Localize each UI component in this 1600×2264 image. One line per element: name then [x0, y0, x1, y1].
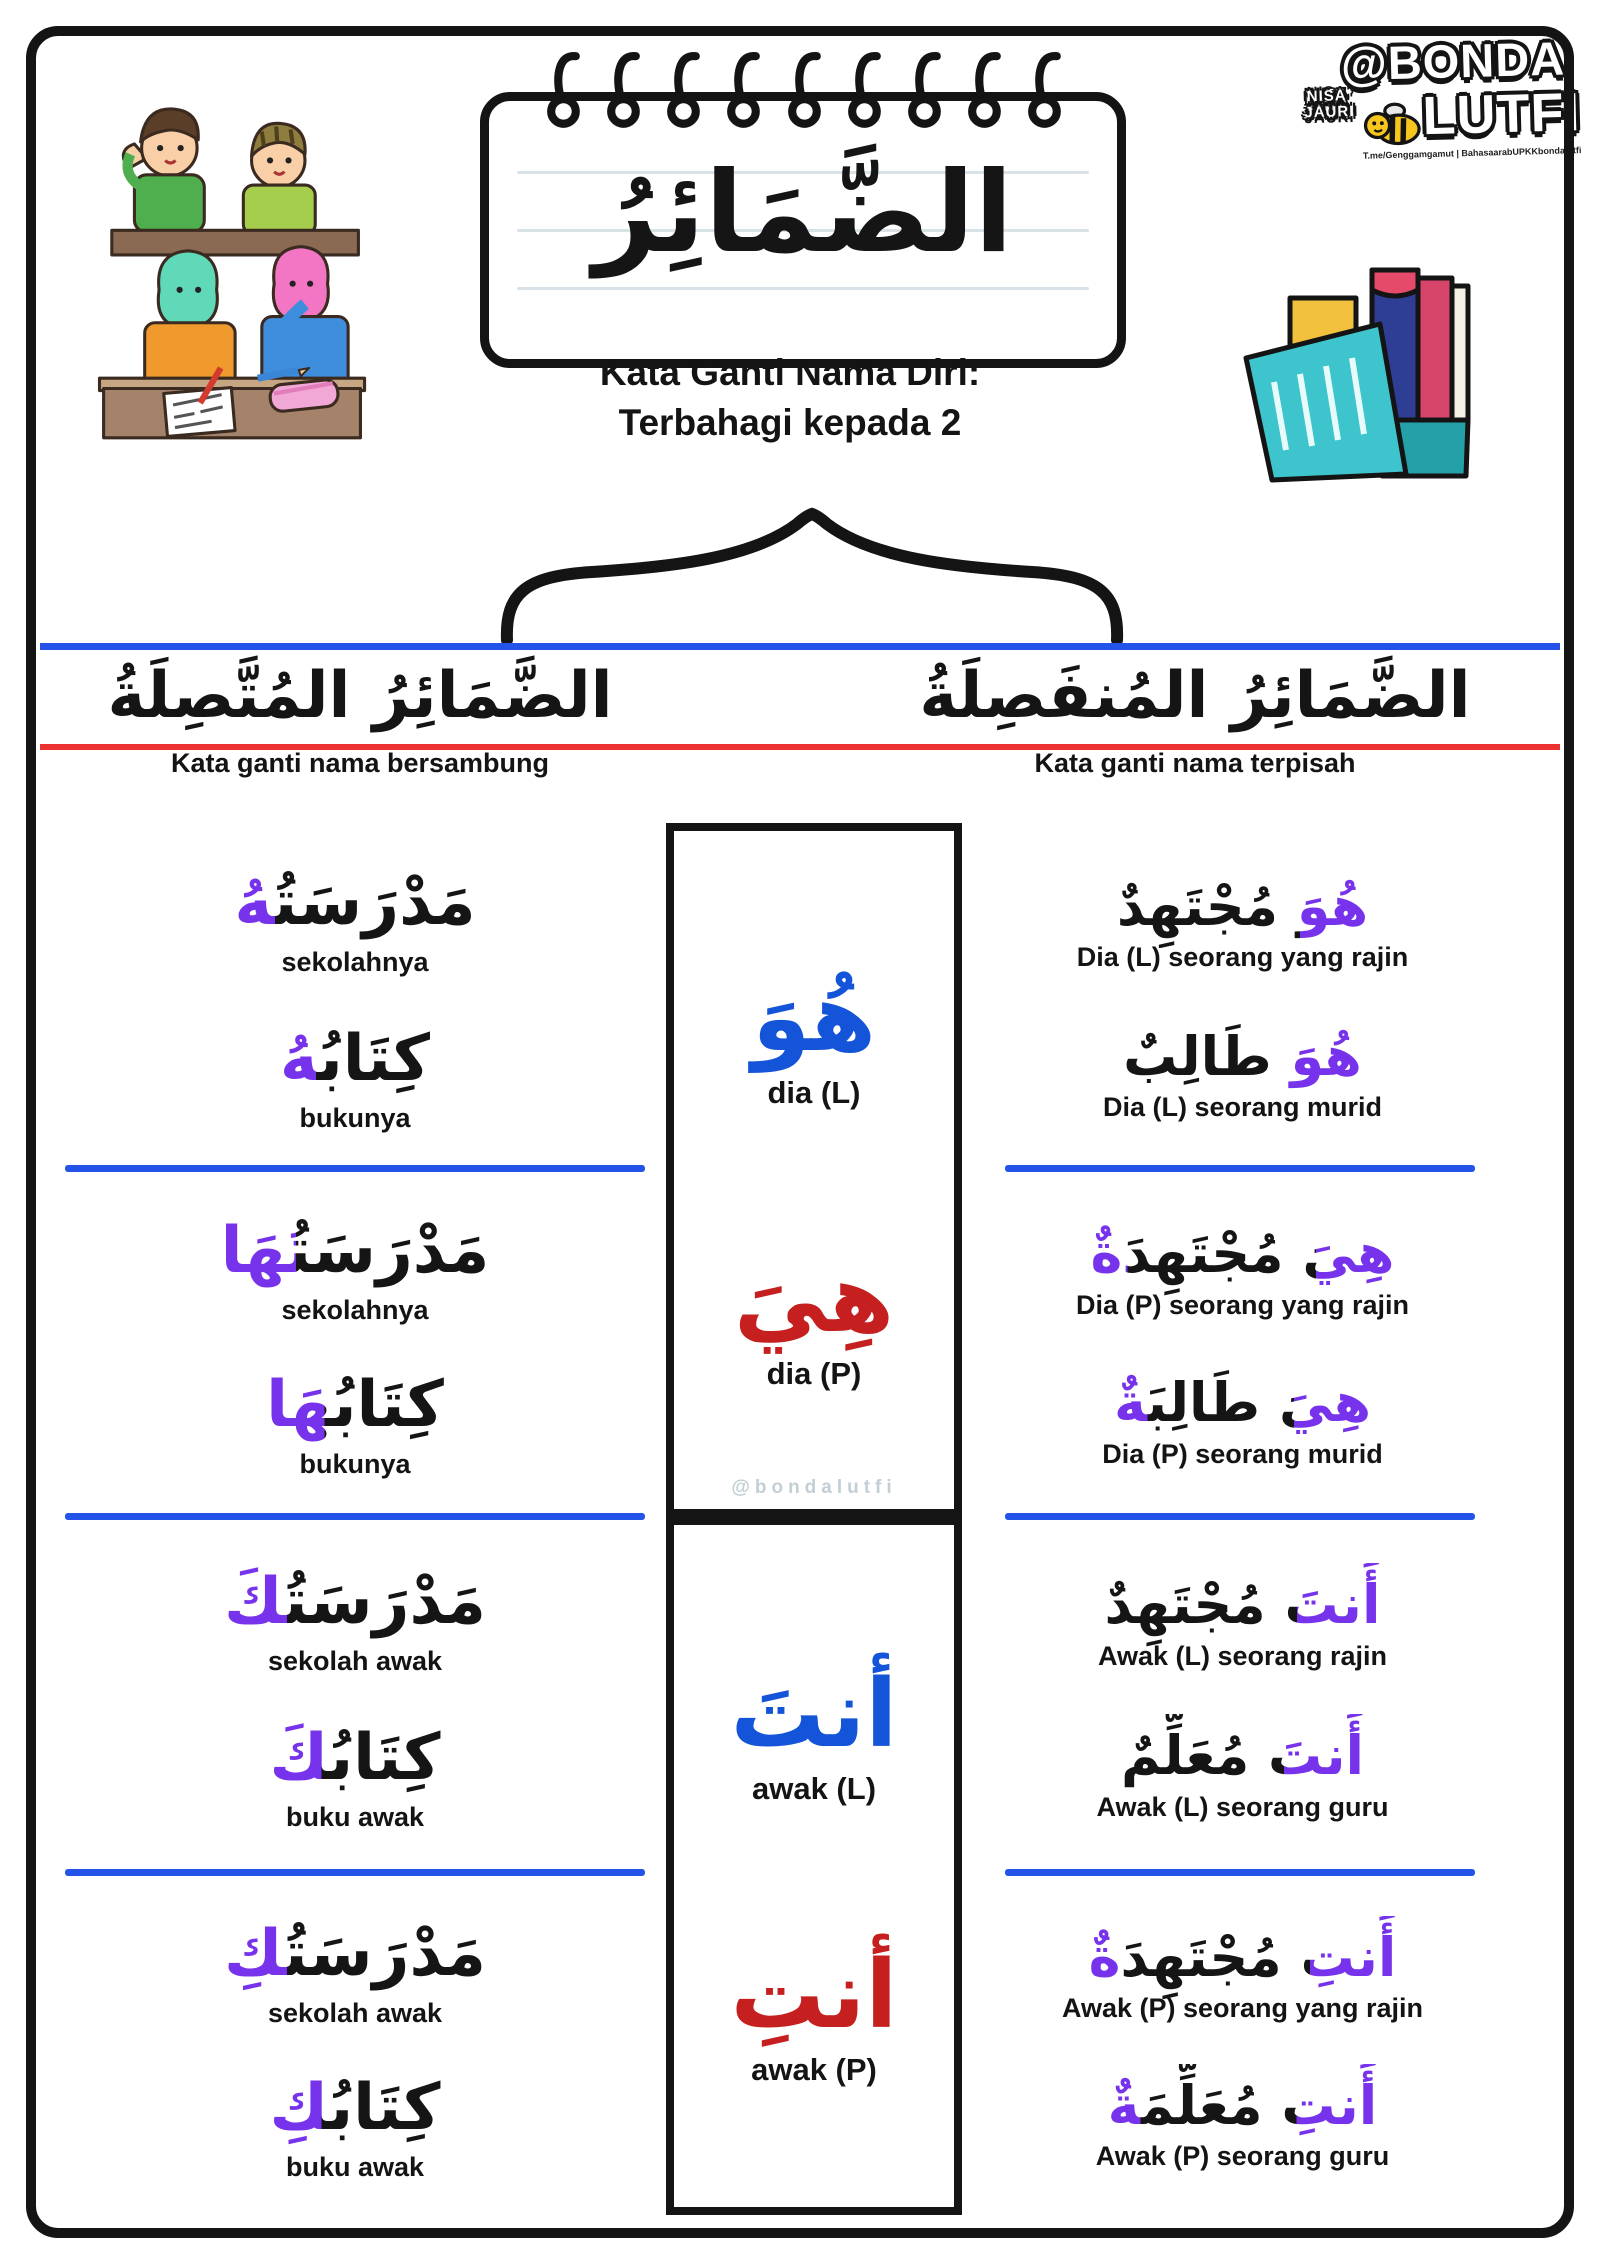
sentence-translation: Dia (P) seorang murid: [1102, 1438, 1383, 1469]
attached-word: مَدْرَسَتُهُ: [234, 854, 475, 953]
sentence-translation: Dia (L) seorang murid: [1102, 1092, 1383, 1123]
sentence-translation: Awak (L) seorang guru: [1096, 1792, 1389, 1823]
attached-word: كِتَابُكِ: [270, 2059, 441, 2158]
separate-sentence: هِيَ مُجْتَهِدَةٌ: [1091, 1212, 1395, 1296]
pronoun-arabic: أنتَ: [730, 1659, 898, 1769]
heading-separate: [900, 648, 1490, 779]
heading-attached-malay: Kata ganti nama bersambung: [170, 748, 550, 778]
attached-translation: buku awak: [285, 1802, 425, 1833]
pronoun-translation: dia (P): [766, 1355, 862, 1391]
section-divider: [1005, 1165, 1475, 1172]
separate-sentence: أَنتَ مُجْتَهِدٌ: [1104, 1563, 1380, 1647]
pronoun-arabic: هِيَ: [733, 1244, 895, 1354]
page-border: [26, 26, 1574, 2238]
attached-translation: sekolah awak: [267, 1998, 443, 2029]
heading-separate-arabic: الضَّمَائِرُ المُنفَصِلَةُ: [919, 659, 1471, 733]
attached-translation: buku awak: [285, 2151, 425, 2182]
attached-word: كِتَابُكَ: [270, 1709, 441, 1808]
sentence-translation: Awak (L) seorang rajin: [1097, 1640, 1388, 1671]
logo-handle-top: @BONDA: [1340, 31, 1566, 91]
separate-sentence: هُوَ مُجْتَهِدٌ: [1117, 865, 1368, 949]
heading-attached: [70, 648, 650, 779]
section-divider: [65, 1165, 645, 1172]
section-divider: [1005, 1869, 1475, 1876]
attached-translation: bukunya: [299, 1102, 411, 1133]
separate-sentence: هِيَ طَالِبَةٌ: [1114, 1361, 1371, 1445]
attached-word: مَدْرَسَتُكِ: [224, 1905, 486, 2004]
logo-name-line1: NISA': [1306, 87, 1352, 106]
attached-translation: sekolahnya: [281, 1295, 429, 1326]
heading-separate-malay: Kata ganti nama terpisah: [1034, 748, 1356, 778]
separate-sentence: أَنتِ مُجْتَهِدَةٌ: [1089, 1916, 1397, 2000]
attached-translation: bukunya: [299, 1449, 411, 1480]
page-title: الضَّمَائِرُ: [593, 148, 1013, 278]
sentence-translation: Awak (P) seorang guru: [1095, 2141, 1390, 2172]
attached-word: كِتَابُهَا: [266, 1356, 444, 1455]
attached-translation: sekolah awak: [267, 1645, 443, 1676]
subtitle-line2: Terbahagi kepada 2: [618, 401, 962, 443]
sentence-translation: Dia (L) seorang yang rajin: [1076, 942, 1409, 973]
separate-sentence: أَنتِ مُعَلِّمَةٌ: [1108, 2064, 1378, 2148]
sentence-translation: Dia (P) seorang yang rajin: [1075, 1289, 1410, 1320]
attached-word: مَدْرَسَتُهَا: [221, 1202, 490, 1301]
sentence-translation: Awak (P) seorang yang rajin: [1061, 1993, 1424, 2024]
watermark: @bondalutfi: [731, 1477, 897, 1498]
heading-attached-arabic: الضَّمَائِرُ المُتَّصِلَةُ: [107, 659, 613, 733]
logo-handle-bottom: LUTFI: [1421, 82, 1582, 147]
attached-word: كِتَابُهُ: [280, 1010, 430, 1109]
section-divider: [1005, 1513, 1475, 1520]
pronoun-translation: awak (L): [751, 1770, 877, 1806]
pronoun-translation: awak (P): [751, 2052, 877, 2088]
pronoun-arabic: أنتِ: [730, 1941, 898, 2051]
section-divider: [65, 1869, 645, 1876]
section-divider: [65, 1513, 645, 1520]
logo-name-line2: JAURI: [1304, 102, 1355, 122]
separate-sentence: هُوَ طَالِبٌ: [1123, 1015, 1362, 1099]
attached-word: مَدْرَسَتُكَ: [224, 1553, 486, 1652]
logo-tagline: T.me/Genggamgamut | BahasaarabUPKKbondalutfi: [1362, 145, 1582, 161]
pronoun-translation: dia (L): [767, 1075, 861, 1111]
pronoun-arabic: هُوَ: [751, 964, 877, 1074]
subtitle-line1: Kata Ganti Nama Diri:: [599, 352, 981, 393]
separate-sentence: أَنتَ مُعَلِّمٌ: [1121, 1714, 1364, 1798]
attached-translation: sekolahnya: [281, 947, 429, 978]
